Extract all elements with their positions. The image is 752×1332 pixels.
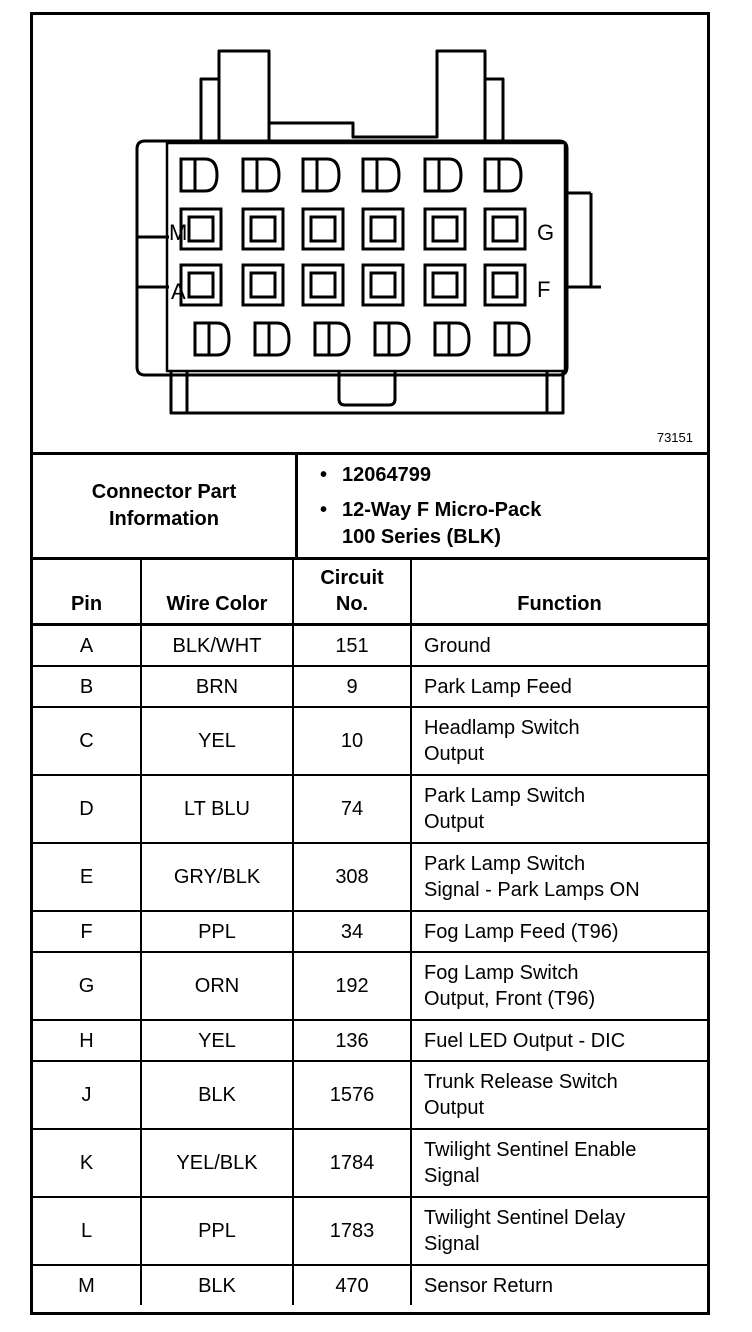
- function-line2: Output: [424, 811, 485, 833]
- function-cell: [411, 952, 707, 1020]
- cavity-terminal: [485, 265, 525, 305]
- function-line1: Park Lamp Switch: [424, 785, 586, 807]
- connector-bottom-skirt: [171, 371, 563, 413]
- cavity-terminal: [243, 209, 283, 249]
- function-cell: [411, 1265, 707, 1305]
- table-row: [33, 1197, 707, 1265]
- circuit-number-cell: 10: [293, 707, 411, 775]
- circuit-number-cell: 192: [293, 952, 411, 1020]
- function-cell: [411, 1061, 707, 1129]
- function-cell: [411, 1197, 707, 1265]
- pin-cell: A: [33, 625, 141, 667]
- cavity-terminal: [303, 159, 339, 191]
- wire-color-cell: BLK/WHT: [141, 625, 293, 667]
- circuit-number-cell: 74: [293, 775, 411, 843]
- function-cell: [411, 707, 707, 775]
- pin-cell: G: [33, 952, 141, 1020]
- function-line1: Fog Lamp Feed (T96): [424, 920, 619, 943]
- table-row: [33, 843, 707, 911]
- header-circuit-no: [293, 559, 411, 625]
- part-number: 12064799: [342, 463, 431, 486]
- pin-cell: E: [33, 843, 141, 911]
- wire-color-cell: YEL: [141, 1020, 293, 1061]
- circuit-number-cell: 34: [293, 911, 411, 952]
- connector-description-line2: 100 Series (BLK): [342, 525, 501, 548]
- header-function: Function: [411, 559, 707, 625]
- cavity-label-a: A: [171, 279, 186, 304]
- wire-color-cell: GRY/BLK: [141, 843, 293, 911]
- table-row: [33, 1129, 707, 1197]
- cavity-terminal: [425, 209, 465, 249]
- table-row: [33, 1061, 707, 1129]
- table-row: [33, 911, 707, 952]
- cavity-label-g: G: [537, 220, 555, 245]
- cavity-terminal: [243, 159, 279, 191]
- wire-color-cell: ORN: [141, 952, 293, 1020]
- table-row: [33, 775, 707, 843]
- table-row: [33, 666, 707, 707]
- circuit-number-cell: 1783: [293, 1197, 411, 1265]
- connector-part-info-values: [297, 454, 708, 558]
- function-line2: Output: [424, 1097, 485, 1119]
- function-line1: Ground: [424, 634, 491, 657]
- function-line1: Trunk Release Switch: [424, 1071, 618, 1093]
- function-line1: Fog Lamp Switch: [424, 962, 579, 984]
- function-cell: [411, 1129, 707, 1197]
- function-line1: Headlamp Switch: [424, 717, 580, 739]
- header-circuit-line2: No.: [335, 593, 369, 615]
- connector-description-line1: 12-Way F Micro-Pack: [342, 498, 542, 521]
- wire-color-cell: PPL: [141, 1197, 293, 1265]
- cavity-terminal: [375, 323, 409, 355]
- pin-cell: L: [33, 1197, 141, 1265]
- circuit-number-cell: 151: [293, 625, 411, 667]
- cavity-terminal: [255, 323, 289, 355]
- connector-part-info-label: [33, 454, 297, 558]
- cavity-terminal: [363, 159, 399, 191]
- cavity-terminal: [243, 265, 283, 305]
- function-line1: Twilight Sentinel Delay: [424, 1207, 626, 1229]
- function-line1: Twilight Sentinel Enable: [424, 1139, 637, 1161]
- circuit-number-cell: 9: [293, 666, 411, 707]
- wire-color-cell: BRN: [141, 666, 293, 707]
- circuit-number-cell: 1576: [293, 1061, 411, 1129]
- cavity-terminal: [425, 159, 461, 191]
- circuit-number-cell: 136: [293, 1020, 411, 1061]
- function-line1: Park Lamp Switch: [424, 853, 586, 875]
- cavity-terminal: [435, 323, 469, 355]
- wire-color-cell: LT BLU: [141, 775, 293, 843]
- wire-color-cell: YEL/BLK: [141, 1129, 293, 1197]
- connector-outer-body: [137, 141, 567, 375]
- cavity-terminal: [181, 159, 217, 191]
- circuit-number-cell: 1784: [293, 1129, 411, 1197]
- cavity-label-m: M: [169, 220, 188, 245]
- header-circuit-line1: Circuit: [320, 567, 384, 589]
- wire-color-cell: PPL: [141, 911, 293, 952]
- circuit-number-cell: 470: [293, 1265, 411, 1305]
- function-line2: Output, Front (T96): [424, 988, 596, 1010]
- pin-cell: B: [33, 666, 141, 707]
- connector-part-info: [33, 452, 707, 557]
- cavity-terminal: [495, 323, 529, 355]
- function-line1: Fuel LED Output - DIC: [424, 1029, 626, 1052]
- connector-face-diagram: [33, 15, 707, 452]
- pin-table: [33, 557, 707, 1305]
- table-row: [33, 707, 707, 775]
- function-cell: [411, 666, 707, 707]
- cavity-terminal: [425, 265, 465, 305]
- info-label-line1: Connector Part: [91, 481, 237, 503]
- cavity-terminal: [363, 209, 403, 249]
- function-cell: [411, 775, 707, 843]
- cavity-label-f: F: [537, 277, 551, 302]
- table-row: [33, 1265, 707, 1305]
- connector-latch: [201, 51, 503, 141]
- pin-cell: H: [33, 1020, 141, 1061]
- table-row: [33, 625, 707, 667]
- bullet: •: [320, 463, 328, 486]
- function-cell: [411, 911, 707, 952]
- cavity-terminal: [303, 209, 343, 249]
- bullet: •: [320, 498, 328, 521]
- cavity-terminal: [195, 323, 229, 355]
- function-line2: Output: [424, 743, 485, 765]
- header-pin: Pin: [33, 559, 141, 625]
- pin-cell: K: [33, 1129, 141, 1197]
- connector-inner-face: [167, 143, 565, 371]
- connector-sheet: [30, 12, 710, 1315]
- pin-cell: C: [33, 707, 141, 775]
- wire-color-cell: BLK: [141, 1061, 293, 1129]
- circuit-number-cell: 308: [293, 843, 411, 911]
- function-line2: Signal - Park Lamps ON: [424, 879, 640, 901]
- wire-color-cell: BLK: [141, 1265, 293, 1305]
- pin-cell: M: [33, 1265, 141, 1305]
- figure-id: 73151: [656, 430, 693, 445]
- table-row: [33, 952, 707, 1020]
- function-cell: [411, 625, 707, 667]
- function-line2: Signal: [424, 1233, 480, 1255]
- cavity-terminal: [315, 323, 349, 355]
- cavity-terminal: [485, 209, 525, 249]
- cavity-terminal: [363, 265, 403, 305]
- table-row: [33, 1020, 707, 1061]
- function-line1: Park Lamp Feed: [424, 675, 572, 698]
- pin-cell: F: [33, 911, 141, 952]
- info-label-line2: Information: [109, 508, 219, 530]
- cavity-terminal: [181, 265, 221, 305]
- header-wire-color: Wire Color: [141, 559, 293, 625]
- wire-color-cell: YEL: [141, 707, 293, 775]
- pin-cell: D: [33, 775, 141, 843]
- cavity-terminal: [485, 159, 521, 191]
- function-line2: Signal: [424, 1165, 480, 1187]
- function-cell: [411, 1020, 707, 1061]
- pin-cell: J: [33, 1061, 141, 1129]
- function-cell: [411, 843, 707, 911]
- function-line1: Sensor Return: [424, 1274, 553, 1297]
- cavity-terminal: [303, 265, 343, 305]
